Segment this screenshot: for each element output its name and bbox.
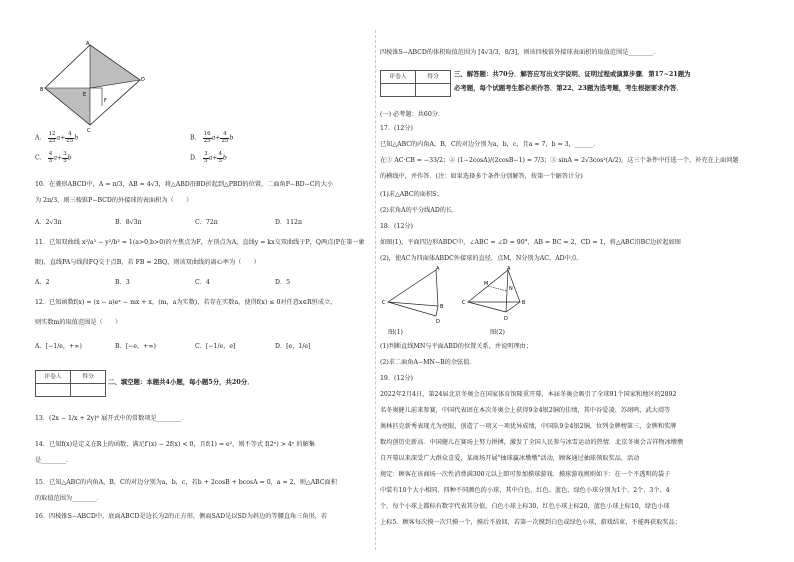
right-column (380, 0, 775, 562)
score-table-right (380, 70, 451, 97)
q17-sub2: (2)求角A的平分线AD的长． (380, 207, 459, 214)
score-cell[interactable] (416, 84, 451, 97)
q19-line4: 数均创历史新高．中国健儿在赛场上努力拼搏，激发了全国人民参与冰雪运动的热情．北京冬奥会吉祥物冰墩墩 (380, 439, 684, 446)
q12-option-b: B．[−e，+∞) (115, 343, 156, 350)
q10-option-c: C．72π (195, 219, 218, 226)
q9-option-c: C． $\frac{4}{5}$ a+ $\frac{3}{5}$ b (35, 151, 72, 164)
q16: 16．四棱锥S−ABCD中，底面ABCD是边长为2的正方形，侧面SAD是以SD为斜边的等腰直角三角形，若 (35, 513, 328, 520)
q16-continued: 四棱锥S−ABCD的体积取值范围为 [4√3/3，8/3]，则该四棱锥外接球表面积的取值范围是________． (380, 49, 660, 56)
q9-option-b: B． $\frac{16}{25}$ a+ $\frac{4}{25}$ b (190, 131, 234, 144)
q18-sub2: (2)求二面角A−MN−B的余弦值． (380, 359, 476, 366)
score-cell[interactable] (71, 384, 106, 397)
svg-text:B: B (522, 300, 526, 306)
left-column (30, 0, 370, 562)
q11-option-b: B．3 (115, 279, 130, 286)
svg-text:D: D (504, 316, 508, 322)
figure-2 (460, 266, 540, 326)
label-A: A (86, 41, 90, 47)
score-header: 得分 (71, 371, 106, 384)
q10-line1: 10．在菱形ABCD中，A = π/3，AB = 4√3，将△ABD沿BD折起到△PBD的位置，二面角P−BD−C的大小 (35, 181, 334, 188)
q15-line1: 15．已知△ABC的内角A，B，C的对边分别为a，b，c，若b + 2cosB + bcosA = 0，a = 2，则△ABC面积 (35, 479, 337, 486)
q19-line2: 名冬奥健儿前来参赛，中国代表团在本次冬奥会上获得9金4银2铜的佳绩，其中谷爱凌、苏翊鸣、武大靖等 (380, 407, 671, 414)
q19-head: 19．(12分) (380, 375, 413, 382)
q11-option-c: C．4 (195, 279, 210, 286)
q19-line3: 奥林匹克新秀表现尤为亮眼，创造了一项又一项优异成绩，中国队9金4银2铜，位列金牌榜第三，金牌和奖牌 (380, 423, 677, 430)
shaded-triangle-top (90, 45, 140, 88)
grader-cell[interactable] (36, 384, 71, 397)
q12-option-d: D．[e，1/e] (275, 343, 311, 350)
q11-option-d: D．5 (275, 279, 291, 286)
q10-option-b: B．8√3π (115, 219, 142, 226)
q19-line7: 中装有10个大小相同、四种不同颜色的小球，其中白色、红色、蓝色、绿色小球分别为1个、2个、3个、4 (380, 487, 670, 494)
svg-text:C: C (382, 300, 386, 306)
q19-line1: 2022年2月4日，第24届北京冬奥会在国家体育馆隆重开幕，本届冬奥会吸引了全球91个国家和地区的2892 (380, 391, 677, 398)
q12-line1: 12．已知函数f(x) = (x − a)eˣ − mx + x，(m，a为实数)，若存在实数a，使得f(x) ≤ 0对任意x∈R恒成立， (35, 299, 337, 306)
q18-sub1: (1)判断直线MN与平面ABD的位置关系，并说明理由； (380, 343, 533, 350)
label-D: D (141, 77, 145, 83)
q12-option-c: C．[−1/e，e] (195, 343, 236, 350)
column-divider (375, 30, 376, 550)
grader-header: 评卷人 (381, 71, 416, 84)
svg-text:N: N (509, 286, 513, 292)
svg-text:A: A (436, 266, 440, 272)
q10-option-a: A．2√3π (35, 219, 62, 226)
q15-line2: 的取值范围为________． (35, 495, 104, 502)
score-header: 得分 (416, 71, 451, 84)
q17-line1: 已知△ABC的内角A，B，C的对边分别为a，b，c，且a = 7，b = 3，______． (380, 141, 600, 148)
section-3-title-line2: 必考题，每个试题考生都必须作答．第22、23题为选考题，考生根据要求作答． (454, 84, 683, 92)
q18-line2: (2)，使AC为四面体ABDC外接球的直径，点M，N分别为AC，AD中点． (380, 255, 584, 262)
q10-line2: 为 2π/3，则三棱锥P−BCD的外接球的表面积为（ ） (35, 197, 193, 204)
q14-line2: 是________． (35, 457, 73, 464)
label-E: E (83, 92, 87, 98)
svg-text:C: C (462, 300, 466, 306)
q14-line1: 14．已知f(x)是定义在R上的函数，满足f′(x) − 2f(x) < 0，且f(1) = e²，则不等式 f(2ˣ) > 4ˣ 的解集 (35, 441, 315, 448)
q9-option-a: A． $\frac{12}{25}$ a+ $\frac{4}{25}$ b (35, 131, 79, 144)
label-B: B (40, 87, 44, 93)
q19-line8: 个，每个小球上都标有数字代表其分值，白色小球上标30，红色小球上标20，蓝色小球上标10，绿色小球 (380, 503, 670, 510)
q18-head: 18．(12分) (380, 223, 413, 230)
label-C: C (87, 128, 91, 134)
q18-line1: 如图(1)，平面四边形ABDC中，∠ABC = ∠D = 90°，AB = BC = 2，CD = 1，将△ABC沿BC边折起如图 (380, 239, 681, 246)
q19-line5: 自开幕以来深受广大群众喜爱，某商场开展"抽球赢冰墩墩"活动，顾客通过抽球领取奖品，活动 (380, 455, 640, 462)
q17-line2: 在① AC·CB = −33/2；② (1−2cosA)/(2cosB−1) = 7/3；③ sinA = 2√3cos²(A/2)，这三个条件中任选一个，补充在上面问题 (380, 157, 739, 164)
part1-heading: (一) 必考题：共60分． (380, 111, 445, 118)
q17-line3: 的横线中，并作答．(注：如果选择多个条件分别解答，按第一个解答计分) (380, 173, 583, 180)
section-2-title: 二、填空题：本题共4小题，每小题5分，共20分． (108, 378, 254, 386)
q9-option-d: D． $\frac{3}{5}$ a+ $\frac{4}{5}$ b (190, 151, 227, 164)
square-fold-figure (40, 40, 150, 134)
q13: 13．(2x − 1/x + 2y)⁶ 展开式中的常数项是________． (35, 415, 188, 422)
grader-cell[interactable] (381, 84, 416, 97)
q19-line6: 规定：顾客在该商场一次性消费满300元以上即可参加摸球游戏．摸球游戏规则如下：在一个不透明的袋子 (380, 471, 671, 478)
q12-line2: 则实数m的取值范围是（ ） (35, 319, 122, 326)
svg-text:B: B (440, 304, 444, 310)
figure-1 (380, 266, 450, 326)
score-table-left (35, 370, 106, 397)
figure-2-caption: 图(2) (490, 329, 505, 336)
figure-1-caption: 图(1) (388, 329, 403, 336)
svg-text:M: M (484, 281, 489, 287)
q11-option-a: A．2 (35, 279, 50, 286)
section-3-title-line1: 三、解答题：共70分．解答应写出文字说明、证明过程或演算步骤．第17~21题为 (454, 70, 691, 78)
grader-header: 评卷人 (36, 371, 71, 384)
q11-line1: 11．已知双曲线 x²/a² − y²/b² = 1(a>0,b>0)的左焦点为F，左顶点为A，直线y = kx交双曲线于P，Q两点(P在第一象 (35, 239, 365, 246)
q17-head: 17．(12分) (380, 125, 413, 132)
svg-text:D: D (436, 319, 440, 325)
q19-line9: 上标5．顾客每次摸一次只摸一个，摸后不放回，若第一次摸到白色或绿色小球，游戏结束，不能再获取奖品； (380, 519, 681, 526)
q17-sub1: (1)求△ABC的面积S； (380, 191, 443, 198)
svg-text:A: A (507, 266, 511, 272)
q12-option-a: A．[−1/e，+∞) (35, 343, 82, 350)
q11-line2: 限)，直线PA与线段FQ交于点B，若 FB = 2BQ，则该双曲线的离心率为（ ） (35, 259, 260, 266)
label-F: F (104, 98, 107, 104)
q10-option-d: D．112π (275, 219, 303, 226)
